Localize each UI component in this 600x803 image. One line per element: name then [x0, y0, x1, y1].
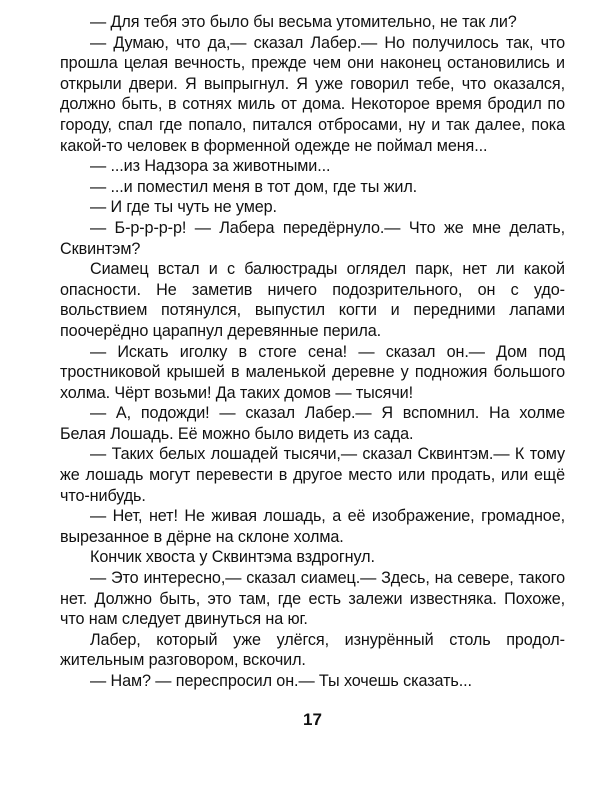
paragraph: — Б-р-р-р-р! — Лабера передёрнуло.— Что же мне делать, Сквинтэм?	[60, 218, 565, 258]
paragraph: Сиамец встал и с балюстрады оглядел парк, нет ли какой опасности. Не заметив ничего подозрительного, он с удовольствием потянулся, выпустил когти и передними лапами поочерёдно царапнул деревянные перила.	[60, 260, 565, 340]
paragraph: — И где ты чуть не умер.	[90, 198, 277, 217]
paragraph: — ...из Надзора за животными...	[90, 157, 331, 176]
paragraph: — Это интересно,— сказал сиамец.— Здесь, на севере, такого нет. Должно быть, это там, где есть залежи известняка. Похоже, что нам следует двинуться на юг.	[60, 569, 565, 629]
paragraph: — Для тебя это было бы весьма утомительно, не так ли?	[90, 13, 517, 31]
book-page	[60, 12, 565, 792]
paragraph: Кончик хвоста у Сквинтэма вздрогнул.	[90, 548, 375, 567]
paragraph: — Нет, нет! Не живая лошадь, а её изображение, громадное, вырезанное в дёрне на склоне холма.	[60, 507, 565, 546]
page-number: 17	[303, 710, 322, 729]
paragraph: — Думаю, что да,— сказал Лабер.— Но получилось так, что прошла целая вечность, прежде чем они наконец остановились и открыли двери. Я выпрыгнул. Я уже говорил тебе, что оказался, должно быть, в сотнях миль от дома. Некоторое время бродил по городу, спал где попало, питался отбросами, ну и так далее, пока какой-то человек в форменной одежде не поймал меня...	[60, 33, 565, 155]
paragraph: — Искать иголку в стоге сена! — сказал он.— Дом под тростниковой крышей в маленькой деревне у подножия большого холма. Чёрт возьми! Да таких домов — тысячи!	[60, 342, 565, 402]
paragraph: — ...и поместил меня в тот дом, где ты жил.	[90, 177, 418, 196]
paragraph: Лабер, который уже улёгся, изнурённый столь продолжительным разговором, вскочил.	[60, 630, 565, 670]
paragraph: — Нам? — переспросил он.— Ты хочешь сказать...	[90, 672, 472, 690]
paragraph: — А, подожди! — сказал Лабер.— Я вспомнил. На холме Белая Лошадь. Её можно было видеть из сада.	[60, 404, 565, 443]
page-text	[60, 12, 565, 692]
paragraph: — Таких белых лошадей тысячи,— сказал Сквинтэм.— К тому же лошадь могут перевести в другое место или продать, или ещё что-нибудь.	[60, 445, 565, 505]
